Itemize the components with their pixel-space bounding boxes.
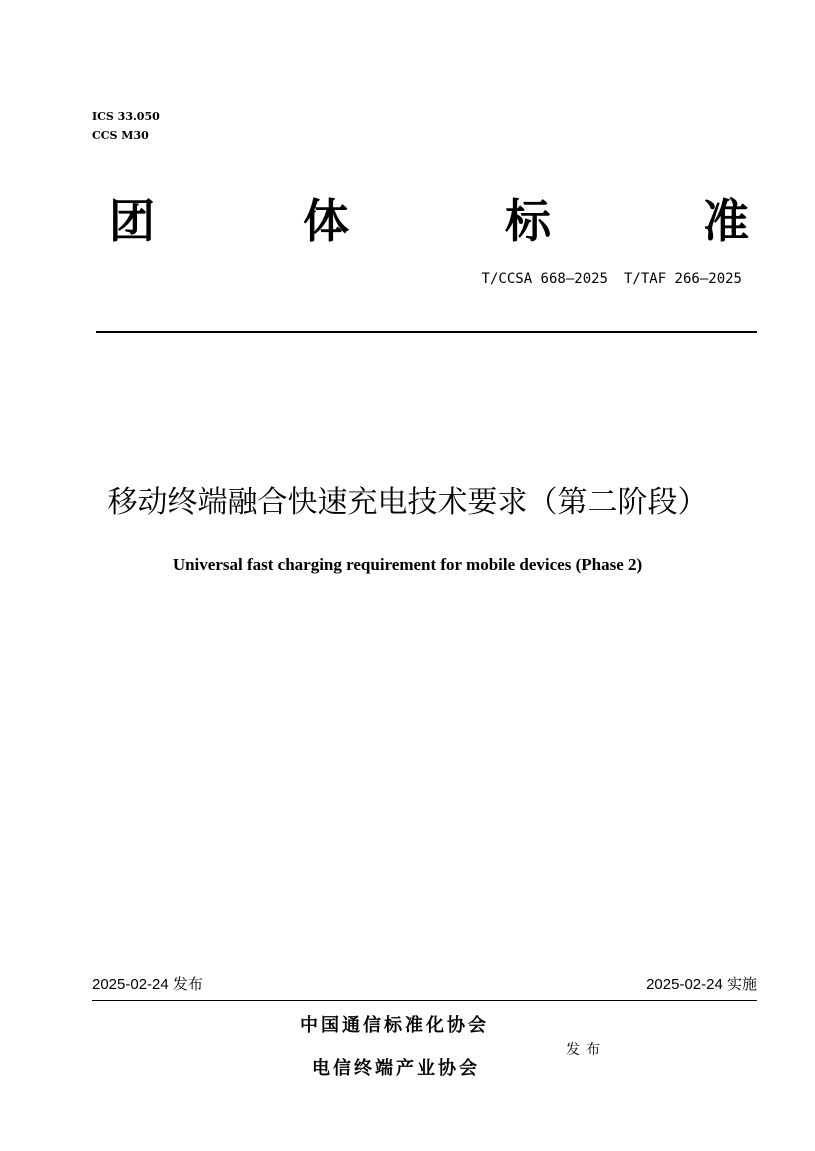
ccs-code: CCS M30 (92, 129, 149, 142)
header-char-zhun: 准 (703, 194, 749, 248)
header-divider (96, 331, 757, 333)
document-title-chinese: 移动终端融合快速充电技术要求（第二阶段） (107, 485, 708, 520)
implementation-date: 2025-02-24 实施 (646, 976, 757, 993)
header-char-biao: 标 (505, 194, 551, 248)
footer-divider (92, 1000, 757, 1001)
header-char-tuan: 团 (109, 194, 155, 248)
standard-numbers (380, 270, 742, 288)
publish-date: 2025-02-24 发布 (92, 976, 203, 993)
document-title-english: Universal fast charging requirement for mobile devices (Phase 2) (172, 555, 643, 574)
publisher-taf: 电信终端产业协会 (312, 1058, 480, 1079)
standard-number-ccsa: T/CCSA 668—2025 (481, 271, 608, 287)
header-char-ti: 体 (303, 194, 349, 248)
ics-code: ICS 33.050 (92, 110, 160, 123)
publisher-ccsa: 中国通信标准化协会 (300, 1015, 489, 1036)
publish-label: 发布 (566, 1042, 606, 1058)
standard-number-taf: T/TAF 266—2025 (623, 271, 742, 287)
